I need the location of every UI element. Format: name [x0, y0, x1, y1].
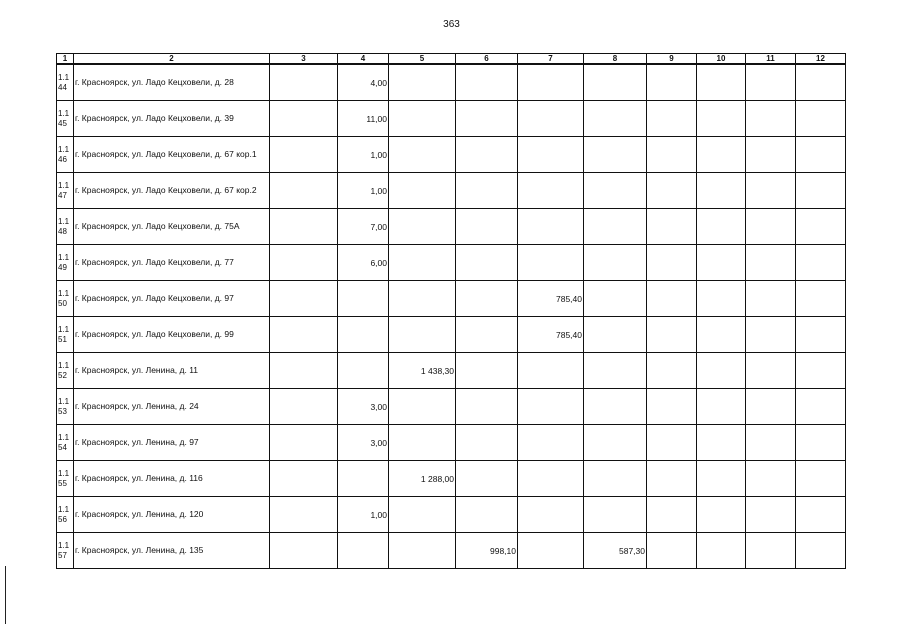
col-3-cell	[270, 137, 338, 173]
col-7-cell	[518, 209, 584, 245]
col-4-cell	[338, 281, 389, 317]
col-6-cell	[456, 209, 518, 245]
table-row	[57, 281, 846, 317]
col-9-cell	[647, 389, 697, 425]
table-header-row	[57, 54, 846, 65]
col-4-cell	[338, 353, 389, 389]
col-8-cell	[584, 245, 647, 281]
column-header: 4	[338, 54, 389, 65]
col-12-cell	[796, 137, 846, 173]
col-8-cell	[584, 461, 647, 497]
col-9-cell	[647, 533, 697, 569]
col-12-cell	[796, 497, 846, 533]
col-12-cell	[796, 64, 846, 101]
column-header: 7	[518, 54, 584, 65]
address-cell: г. Красноярск, ул. Ленина, д. 120	[74, 497, 270, 533]
col-10-cell	[697, 101, 746, 137]
col-9-cell	[647, 173, 697, 209]
col-12-cell	[796, 353, 846, 389]
row-number-cell: 1.1 56	[57, 497, 74, 533]
column-header: 12	[796, 54, 846, 65]
col-10-cell	[697, 173, 746, 209]
col-7-cell	[518, 64, 584, 101]
row-number-cell: 1.1 45	[57, 101, 74, 137]
row-number-cell: 1.1 50	[57, 281, 74, 317]
col-7-cell	[518, 173, 584, 209]
col-12-cell	[796, 425, 846, 461]
col-12-cell	[796, 461, 846, 497]
col-7-cell	[518, 425, 584, 461]
col-9-cell	[647, 137, 697, 173]
col-9-cell	[647, 64, 697, 101]
table-row	[57, 497, 846, 533]
col-12-cell	[796, 101, 846, 137]
col-12-cell	[796, 533, 846, 569]
col-8-cell	[584, 497, 647, 533]
address-cell: г. Красноярск, ул. Ленина, д. 135	[74, 533, 270, 569]
col-7-cell: 785,40	[518, 317, 584, 353]
col-7-cell	[518, 353, 584, 389]
col-5-cell	[389, 137, 456, 173]
col-5-cell	[389, 101, 456, 137]
col-9-cell	[647, 245, 697, 281]
col-4-cell: 1,00	[338, 137, 389, 173]
col-6-cell	[456, 137, 518, 173]
column-header: 10	[697, 54, 746, 65]
page-number: 363	[443, 19, 460, 30]
col-3-cell	[270, 461, 338, 497]
col-6-cell	[456, 281, 518, 317]
col-3-cell	[270, 389, 338, 425]
col-10-cell	[697, 209, 746, 245]
col-10-cell	[697, 317, 746, 353]
address-cell: г. Красноярск, ул. Ладо Кецховели, д. 97	[74, 281, 270, 317]
col-10-cell	[697, 64, 746, 101]
column-header: 3	[270, 54, 338, 65]
col-12-cell	[796, 173, 846, 209]
col-4-cell: 7,00	[338, 209, 389, 245]
col-8-cell	[584, 209, 647, 245]
col-6-cell	[456, 173, 518, 209]
row-number-cell: 1.1 54	[57, 425, 74, 461]
col-6-cell	[456, 389, 518, 425]
row-number-cell: 1.1 49	[57, 245, 74, 281]
col-5-cell	[389, 389, 456, 425]
col-6-cell	[456, 317, 518, 353]
table-row	[57, 317, 846, 353]
col-11-cell	[746, 281, 796, 317]
table-row	[57, 353, 846, 389]
row-number-cell: 1.1 53	[57, 389, 74, 425]
col-8-cell	[584, 137, 647, 173]
column-header: 5	[389, 54, 456, 65]
col-3-cell	[270, 209, 338, 245]
col-5-cell	[389, 317, 456, 353]
col-10-cell	[697, 425, 746, 461]
col-10-cell	[697, 281, 746, 317]
col-8-cell: 587,30	[584, 533, 647, 569]
col-3-cell	[270, 245, 338, 281]
col-4-cell	[338, 317, 389, 353]
table-row	[57, 101, 846, 137]
address-cell: г. Красноярск, ул. Ладо Кецховели, д. 67 кор.2	[74, 173, 270, 209]
col-12-cell	[796, 389, 846, 425]
address-cell: г. Красноярск, ул. Ленина, д. 97	[74, 425, 270, 461]
row-number-cell: 1.1 52	[57, 353, 74, 389]
col-6-cell	[456, 497, 518, 533]
col-5-cell	[389, 425, 456, 461]
col-9-cell	[647, 425, 697, 461]
col-11-cell	[746, 137, 796, 173]
column-header: 8	[584, 54, 647, 65]
col-4-cell	[338, 533, 389, 569]
col-4-cell: 1,00	[338, 173, 389, 209]
address-cell: г. Красноярск, ул. Ладо Кецховели, д. 77	[74, 245, 270, 281]
col-5-cell	[389, 209, 456, 245]
table-body	[57, 64, 846, 569]
row-number-cell: 1.1 55	[57, 461, 74, 497]
col-5-cell	[389, 245, 456, 281]
col-3-cell	[270, 533, 338, 569]
col-8-cell	[584, 353, 647, 389]
col-10-cell	[697, 389, 746, 425]
col-11-cell	[746, 245, 796, 281]
col-11-cell	[746, 461, 796, 497]
col-11-cell	[746, 497, 796, 533]
col-12-cell	[796, 281, 846, 317]
col-6-cell	[456, 353, 518, 389]
column-header: 2	[74, 54, 270, 65]
row-number-cell: 1.1 44	[57, 64, 74, 101]
row-number-cell: 1.1 51	[57, 317, 74, 353]
row-number-cell: 1.1 48	[57, 209, 74, 245]
table-row	[57, 137, 846, 173]
column-header: 6	[456, 54, 518, 65]
col-5-cell	[389, 281, 456, 317]
address-cell: г. Красноярск, ул. Ленина, д. 116	[74, 461, 270, 497]
col-7-cell	[518, 137, 584, 173]
col-3-cell	[270, 173, 338, 209]
col-7-cell	[518, 497, 584, 533]
table-row	[57, 533, 846, 569]
col-3-cell	[270, 281, 338, 317]
col-3-cell	[270, 353, 338, 389]
row-number-cell: 1.1 47	[57, 173, 74, 209]
col-6-cell: 998,10	[456, 533, 518, 569]
col-8-cell	[584, 317, 647, 353]
col-9-cell	[647, 281, 697, 317]
col-4-cell: 4,00	[338, 64, 389, 101]
col-9-cell	[647, 353, 697, 389]
table-row	[57, 173, 846, 209]
address-cell: г. Красноярск, ул. Ладо Кецховели, д. 67 кор.1	[74, 137, 270, 173]
col-10-cell	[697, 245, 746, 281]
col-11-cell	[746, 389, 796, 425]
address-cell: г. Красноярск, ул. Ленина, д. 24	[74, 389, 270, 425]
col-5-cell: 1 288,00	[389, 461, 456, 497]
col-8-cell	[584, 425, 647, 461]
col-7-cell: 785,40	[518, 281, 584, 317]
col-7-cell	[518, 533, 584, 569]
col-10-cell	[697, 353, 746, 389]
table-row	[57, 245, 846, 281]
col-11-cell	[746, 317, 796, 353]
col-8-cell	[584, 389, 647, 425]
col-9-cell	[647, 497, 697, 533]
address-cell: г. Красноярск, ул. Ладо Кецховели, д. 75А	[74, 209, 270, 245]
address-cell: г. Красноярск, ул. Ленина, д. 11	[74, 353, 270, 389]
col-6-cell	[456, 101, 518, 137]
table-row	[57, 461, 846, 497]
col-5-cell	[389, 173, 456, 209]
col-7-cell	[518, 245, 584, 281]
column-header: 11	[746, 54, 796, 65]
margin-line	[5, 566, 6, 624]
col-11-cell	[746, 353, 796, 389]
address-cell: г. Красноярск, ул. Ладо Кецховели, д. 28	[74, 64, 270, 101]
col-7-cell	[518, 461, 584, 497]
col-9-cell	[647, 209, 697, 245]
col-10-cell	[697, 137, 746, 173]
row-number-cell: 1.1 46	[57, 137, 74, 173]
column-header: 1	[57, 54, 74, 65]
col-3-cell	[270, 497, 338, 533]
row-number-cell: 1.1 57	[57, 533, 74, 569]
col-6-cell	[456, 425, 518, 461]
col-3-cell	[270, 317, 338, 353]
column-header: 9	[647, 54, 697, 65]
col-10-cell	[697, 497, 746, 533]
col-4-cell: 3,00	[338, 425, 389, 461]
col-8-cell	[584, 281, 647, 317]
table-row	[57, 64, 846, 101]
col-5-cell	[389, 533, 456, 569]
col-4-cell: 11,00	[338, 101, 389, 137]
table-row	[57, 209, 846, 245]
table-row	[57, 425, 846, 461]
col-5-cell	[389, 64, 456, 101]
col-4-cell	[338, 461, 389, 497]
col-5-cell: 1 438,30	[389, 353, 456, 389]
col-11-cell	[746, 173, 796, 209]
address-cell: г. Красноярск, ул. Ладо Кецховели, д. 99	[74, 317, 270, 353]
col-9-cell	[647, 317, 697, 353]
col-11-cell	[746, 425, 796, 461]
col-12-cell	[796, 317, 846, 353]
col-4-cell: 3,00	[338, 389, 389, 425]
col-11-cell	[746, 209, 796, 245]
data-table	[56, 53, 846, 569]
col-8-cell	[584, 173, 647, 209]
col-6-cell	[456, 461, 518, 497]
col-3-cell	[270, 101, 338, 137]
col-9-cell	[647, 101, 697, 137]
col-3-cell	[270, 425, 338, 461]
col-11-cell	[746, 64, 796, 101]
col-3-cell	[270, 64, 338, 101]
col-11-cell	[746, 533, 796, 569]
col-6-cell	[456, 64, 518, 101]
col-7-cell	[518, 101, 584, 137]
col-4-cell: 1,00	[338, 497, 389, 533]
table-row	[57, 389, 846, 425]
col-11-cell	[746, 101, 796, 137]
address-cell: г. Красноярск, ул. Ладо Кецховели, д. 39	[74, 101, 270, 137]
col-12-cell	[796, 245, 846, 281]
col-9-cell	[647, 461, 697, 497]
col-10-cell	[697, 533, 746, 569]
col-12-cell	[796, 209, 846, 245]
col-8-cell	[584, 101, 647, 137]
col-4-cell: 6,00	[338, 245, 389, 281]
col-8-cell	[584, 64, 647, 101]
col-6-cell	[456, 245, 518, 281]
col-5-cell	[389, 497, 456, 533]
col-10-cell	[697, 461, 746, 497]
col-7-cell	[518, 389, 584, 425]
